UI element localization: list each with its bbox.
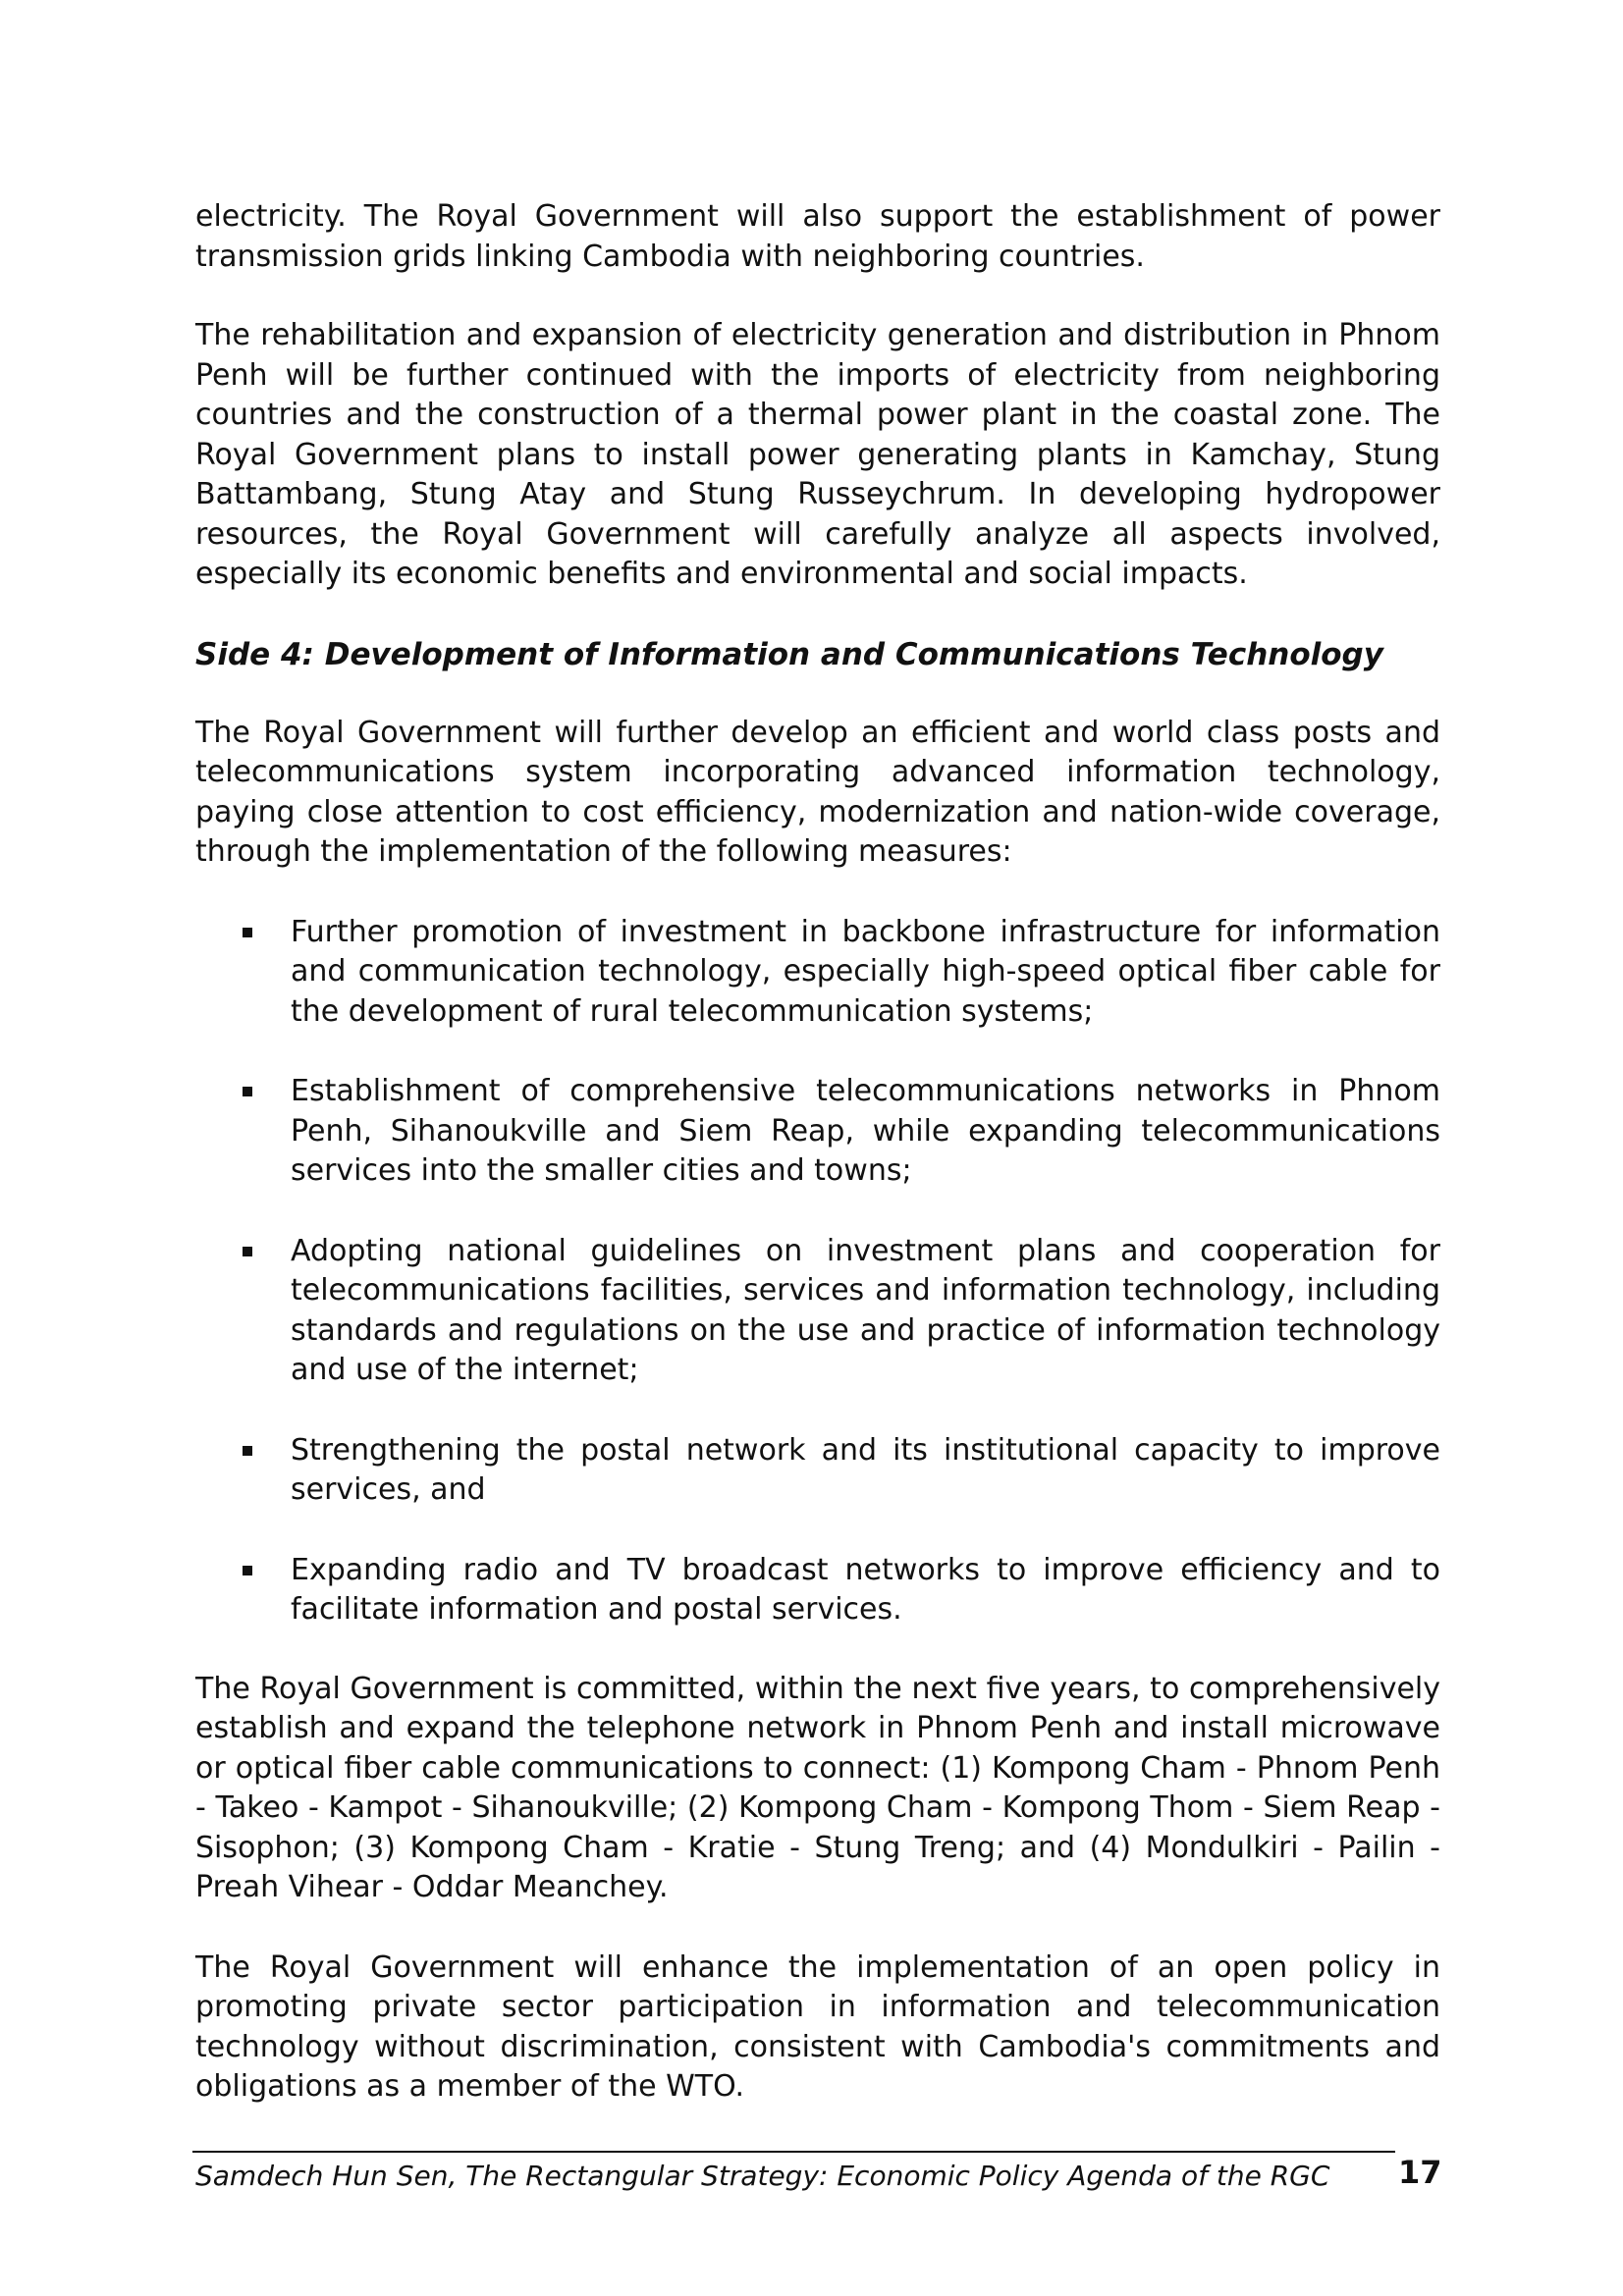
list-item	[195, 913, 1440, 1033]
list-item	[195, 1072, 1440, 1192]
section-heading: Side 4: Development of Information and Communications Technology	[195, 636, 1383, 672]
footer-divider	[192, 2151, 1395, 2153]
paragraph-electricity-grids: electricity. The Royal Government will also support the establishment of power transmission grids linking Cambodia with neighboring countries.	[195, 199, 1440, 274]
square-bullet-icon	[243, 1566, 252, 1575]
paragraph-electricity-rehabilitation: The rehabilitation and expansion of electricity generation and distribution in Phnom Penh will be further continued with the imports of electricity from neighboring countries and the construction of a thermal power plant in the coastal zone. The Royal Government plans to install power generating plants in Kamchay, Stung Battambang, Stung Atay and Stung Russeychrum. In developing hydropower resources, the Royal Government will carefully analyze all aspects involved, especially its economic benefits and environmental and social impacts.	[195, 318, 1440, 591]
list-item	[195, 1232, 1440, 1391]
list-item	[195, 1431, 1440, 1511]
list-item	[195, 1551, 1440, 1630]
paragraph-telephone-network: The Royal Government is committed, within the next five years, to comprehensively establish and expand the telephone network in Phnom Penh and install microwave or optical fiber cable communications to connect: (1) Kompong Cham - Phnom Penh - Takeo - Kampot - Sihanoukville; (2) Kompong Cham - Kompong Thom - Siem Reap - Sisophon; (3) Kompong Cham - Kratie - Stung Treng; and (4) Mondulkiri - Pailin - Preah Vihear - Oddar Meanchey.	[195, 1671, 1440, 1904]
square-bullet-icon	[243, 1446, 252, 1456]
list-item-text: Further promotion of investment in backbone infrastructure for information and communication technology, especially high-speed optical fiber cable for the development of rural telecommunication systems;	[291, 914, 1440, 1029]
page-number: 17	[1398, 2154, 1442, 2191]
list-item-text: Establishment of comprehensive telecommunications networks in Phnom Penh, Sihanoukville and Siem Reap, while expanding telecommunications services into the smaller cities and towns;	[291, 1074, 1440, 1188]
measures-bullet-list	[195, 913, 1440, 1630]
section-intro-paragraph: The Royal Government will further develop an efficient and world class posts and telecommunications system incorporating advanced information technology, paying close attention to cost efficiency, modernization and nation-wide coverage, through the implementation of the following measures:	[195, 715, 1440, 869]
footer-citation: Samdech Hun Sen, The Rectangular Strategy: Economic Policy Agenda of the RGC	[195, 2160, 1330, 2192]
square-bullet-icon	[243, 1087, 252, 1096]
list-item-text: Adopting national guidelines on investment plans and cooperation for telecommunications facilities, services and information technology, including standards and regulations on the use and practice of information technology and use of the internet;	[291, 1233, 1440, 1387]
document-body	[195, 197, 1440, 2148]
list-item-text: Strengthening the postal network and its institutional capacity to improve services, and	[291, 1432, 1440, 1507]
list-item-text: Expanding radio and TV broadcast networks to improve efficiency and to facilitate information and postal services.	[291, 1552, 1440, 1627]
square-bullet-icon	[243, 928, 252, 937]
square-bullet-icon	[243, 1247, 252, 1256]
paragraph-open-policy: The Royal Government will enhance the implementation of an open policy in promoting private sector participation in information and telecommunication technology without discrimination, consistent with Cambodia's commitments and obligations as a member of the WTO.	[195, 1949, 1440, 2104]
